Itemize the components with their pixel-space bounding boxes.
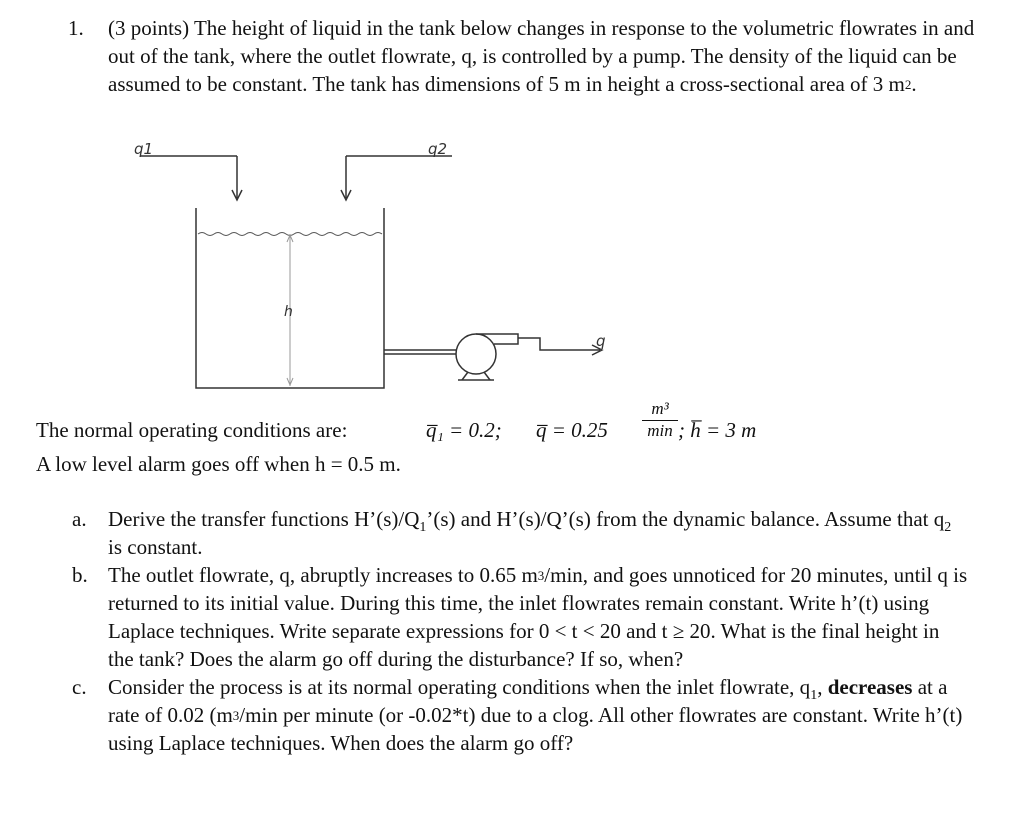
unit-fraction <box>642 400 678 440</box>
operating-conditions <box>36 399 936 478</box>
part-c <box>68 673 968 757</box>
q-bar-value: q̅ = 0.25 <box>536 418 608 442</box>
conditions-prefix: The normal operating conditions are: <box>36 418 348 442</box>
part-letter: b. <box>72 563 88 587</box>
part-letter: a. <box>72 507 87 531</box>
unit-denominator: min <box>647 421 673 440</box>
part-text: The outlet flowrate, q, abruptly increases to 0.65 $m^3/\min$, and goes unnoticed for 20 minutes, until q is returned to its initial value. During this time, the inlet flowrates remain constant. Write h’(t) using Laplace techniques. Write separate expressions for 0 < t < 20 and t ≥ 20. What is the final height in the tank? Does the alarm go off during the disturbance? If so, when? <box>108 563 968 671</box>
part-text: Derive the transfer functions $H’(s)/Q_1’(s)$ and H’(s)/Q’(s) from the dynamic balance. Assume that $q_2$ is constant. <box>108 507 952 559</box>
conditions-line <box>36 399 936 448</box>
pump <box>456 334 518 380</box>
pump-outlet-pipe <box>518 338 600 350</box>
part-text: Consider the process is at its normal operating conditions when the inlet flowrate, $q_1$, decreases at a rate of 0.02 ($m^3/\min$ per minute (or -0.02*t) due to a clog. All other flowrates are constant. Write h’(t) using Laplace techniques. When does the alarm go off? <box>108 675 963 755</box>
tank-diagram <box>110 138 630 400</box>
h-bar-value: ; h̅ = 3 m <box>678 418 757 442</box>
question-parts <box>68 505 968 757</box>
label-q2: q2 <box>428 140 448 158</box>
unit-numerator: m³ <box>642 400 678 421</box>
label-h: h <box>284 304 293 320</box>
part-a <box>68 505 968 561</box>
q1-bar-value: q̅₁ = 0.2; <box>426 418 502 442</box>
tank-diagram-svg <box>110 138 630 400</box>
label-q1: q1 <box>134 140 154 158</box>
label-q: q <box>596 332 606 350</box>
alarm-condition: A low level alarm goes off when h = 0.5 m. <box>36 452 401 476</box>
question-number: 1. <box>68 16 84 40</box>
question-intro: (3 points) The height of liquid in the tank below changes in response to the volumetric flowrates in and out of the tank, where the outlet flowrate, q, is controlled by a pump. The density of the liquid can be assumed to be constant. The tank has dimensions of 5 m in height a cross-sectional area of 3 $m^2$. <box>108 16 975 96</box>
part-b <box>68 561 968 673</box>
part-letter: c. <box>72 675 87 699</box>
